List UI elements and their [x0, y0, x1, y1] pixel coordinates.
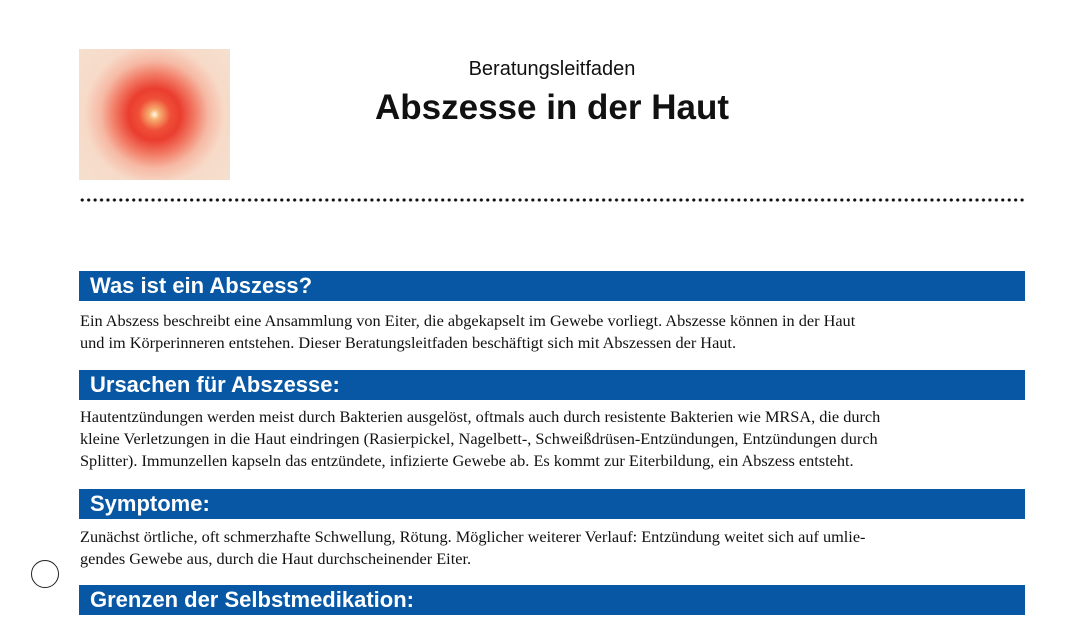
- text-line: kleine Verletzungen in die Haut eindringen (Rasierpickel, Nagelbett-, Schweißdrüsen-Entzündungen, Entzündungen durch: [80, 429, 878, 448]
- section-heading-ursachen: Ursachen für Abszesse:: [79, 370, 1025, 400]
- document-kicker: Beratungsleitfaden: [468, 58, 636, 80]
- text-line: Hautentzündungen werden meist durch Bakterien ausgelöst, oftmals auch durch resistente Bakterien wie MRSA, die durch: [80, 407, 881, 426]
- dotted-divider: [79, 198, 1025, 202]
- section-text-was-ist-ein-abszess: [80, 310, 1025, 354]
- text-line: und im Körperinneren entstehen. Dieser Beratungsleitfaden beschäftigt sich mit Abszessen der Haut.: [80, 333, 737, 352]
- section-text-symptome: [80, 526, 1025, 570]
- text-line: gendes Gewebe aus, durch die Haut durchscheinender Eiter.: [80, 549, 472, 568]
- text-line: Splitter). Immunzellen kapseln das entzündete, infizierte Gewebe ab. Es kommt zur Eiterbildung, ein Abszess entsteht.: [80, 451, 854, 470]
- text-line: Ein Abszess beschreibt eine Ansammlung von Eiter, die abgekapselt im Gewebe vorliegt. Abszesse können in der Haut: [80, 311, 856, 330]
- section-text-ursachen: [80, 406, 1025, 472]
- section-heading-symptome: Symptome:: [79, 489, 1025, 519]
- punch-hole-circle: [31, 560, 59, 588]
- page-title: Abszesse in der Haut: [375, 88, 729, 127]
- text-line: Zunächst örtliche, oft schmerzhafte Schwellung, Rötung. Möglicher weiterer Verlauf: Entzündung weitet sich auf umlie-: [80, 527, 866, 546]
- abscess-illustration: [79, 49, 230, 180]
- section-heading-was-ist-ein-abszess: Was ist ein Abszess?: [79, 271, 1025, 301]
- section-heading-grenzen-der-selbstmedikation: Grenzen der Selbstmedikation:: [79, 585, 1025, 615]
